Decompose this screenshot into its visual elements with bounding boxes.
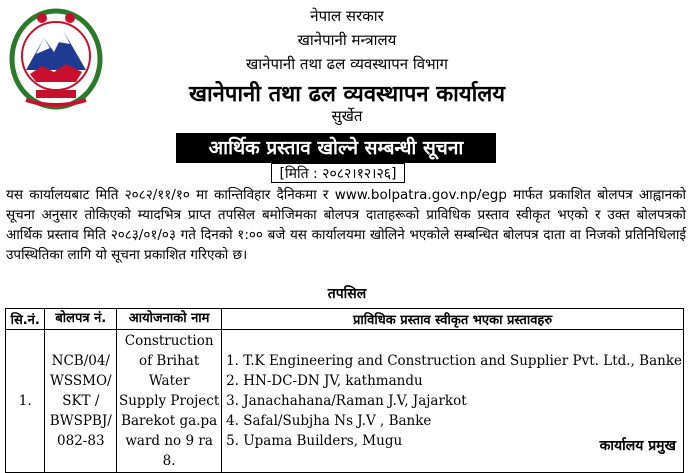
notice-body: यस कार्यालयबाट मिति २०८२/११/१० मा कान्तिविहार दैनिकमा र www.bolpatra.gov.np/egp मार्फत प्रकाशित बोलपत्र आह्वानको सूचना अनुसार तोकिएको म्यादभित्र प्राप्त तपसिल बमोजिमका बोलपत्र दाताहरूको प्राविधिक प्रस्ताव स्वीकृत भएको र उक्त बोलपत्रको आर्थिक प्रस्ताव मिति २०८३/०१/०३ गते दिनको १:०० बजे यस कार्यालयमा खोलिने भएकोले सम्बन्धित बोलपत्र दाता वा निजको प्रतिनिधिलाई उपस्थितिका लागि यो सूचना प्रकाशित गरिएको छ। [6, 187, 686, 263]
bid-no-line: 082-83 [57, 433, 105, 449]
cell-bid-no [45, 330, 117, 473]
table-row [6, 330, 684, 473]
govt-line: नेपाल सरकार [310, 7, 384, 25]
header-sn: सि.नं. [6, 309, 45, 330]
schedule-heading: तपसिल [327, 286, 367, 302]
bid-table [5, 308, 684, 473]
bid-no-line: WSSMO/ [50, 373, 112, 389]
project-line: of Brihat Water [138, 353, 200, 389]
notice-date: [मिति : २०८२।१२।२६] [271, 163, 405, 183]
header-bid-no: बोलपत्र नं. [45, 309, 117, 330]
cell-project [117, 330, 222, 473]
bid-no-line: BWSPBJ/ [49, 413, 112, 429]
project-line: Barekot ga.pa [121, 413, 218, 429]
bidder-item: 4. Safal/Subjha Ns J.V , Banke [226, 413, 432, 429]
office-chief-signature: कार्यालय प्रमुख [599, 438, 676, 454]
header-project: आयोजनाको नाम [117, 309, 222, 330]
bidder-item: 5. Upama Builders, Mugu [226, 433, 403, 449]
bidder-item: 1. T.K Engineering and Construction and Supplier Pvt. Ltd., Banke [226, 353, 682, 369]
project-line: ward no 9 ra 8. [125, 433, 213, 469]
cell-sn: 1. [6, 330, 45, 473]
bidder-item: 2. HN-DC-DN JV, kathmandu [226, 373, 423, 389]
notice-title: आर्थिक प्रस्ताव खोल्ने सम्बन्धी सूचना [176, 133, 496, 163]
office-location: सुर्खेत [331, 107, 363, 125]
header-accepted-bids: प्राविधिक प्रस्ताव स्वीकृत भएका प्रस्तावहरु [222, 309, 684, 330]
table-header-row [6, 309, 684, 330]
department-line: खानेपानी तथा ढल व्यवस्थापन विभाग [246, 55, 448, 73]
project-line: Supply Project [118, 393, 220, 409]
office-title: खानेपानी तथा ढल व्यवस्थापन कार्यालय [188, 82, 506, 107]
bidder-item: 3. Janachahana/Raman J.V, Jajarkot [226, 393, 467, 409]
ministry-line: खानेपानी मन्त्रालय [297, 31, 397, 49]
project-line: Construction [124, 333, 214, 349]
bid-no-line: NCB/04/ [51, 353, 110, 369]
bid-no-line: SKT / [62, 393, 100, 409]
